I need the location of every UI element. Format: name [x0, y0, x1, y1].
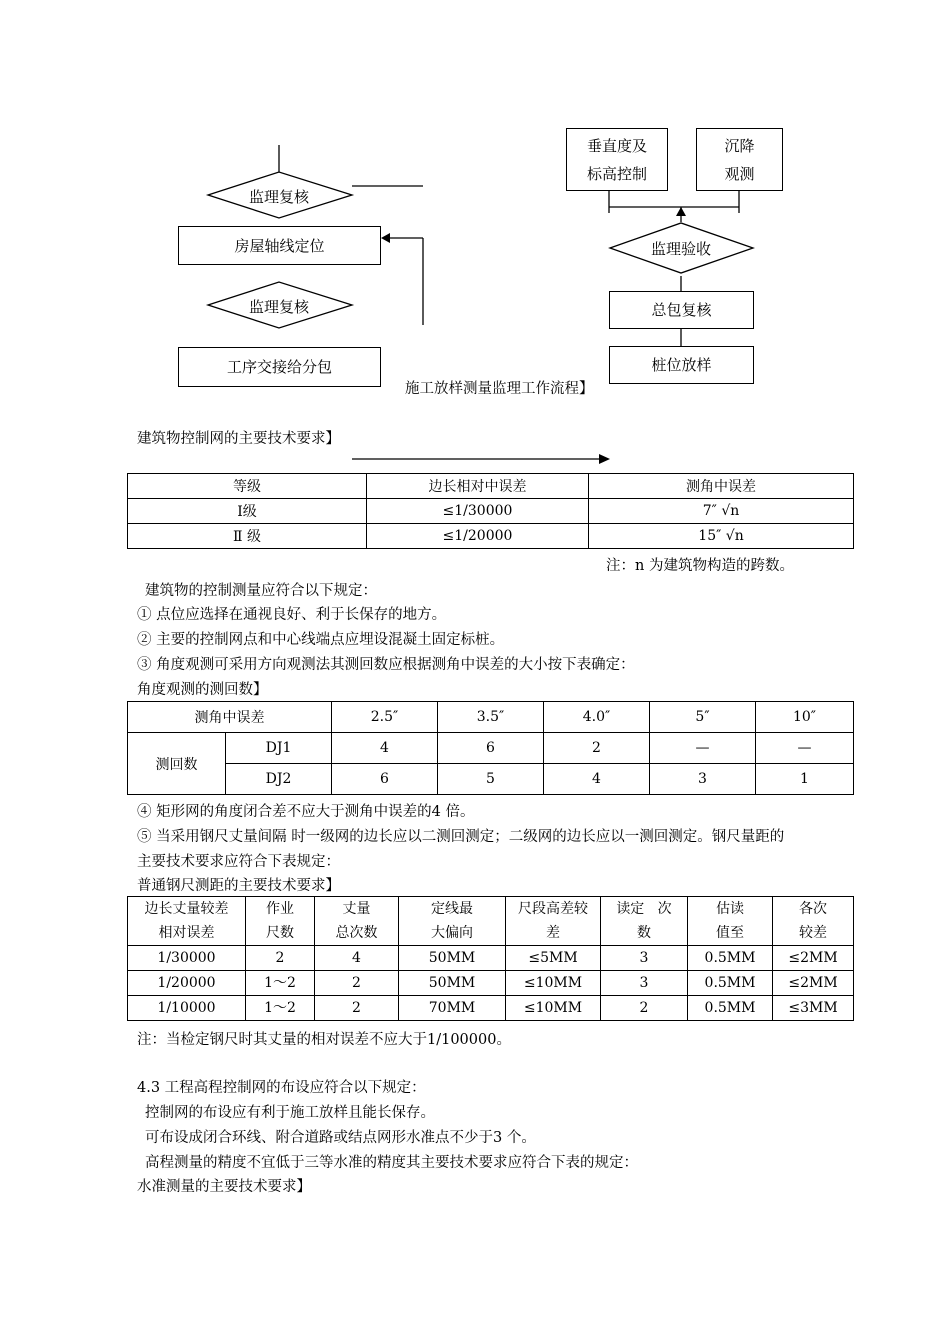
- header-line: 相对误差: [158, 925, 215, 941]
- table-cell: Ⅰ级: [128, 499, 367, 524]
- table-cell: ≤10MM: [506, 971, 601, 996]
- header-line: 估读: [716, 901, 744, 917]
- table-header-row: [128, 897, 854, 946]
- table-cell: 3.5″: [438, 702, 544, 733]
- header-line: 大偏向: [431, 925, 473, 941]
- header-line: 总次数: [335, 925, 378, 941]
- table-cell: 1～2: [246, 996, 315, 1021]
- header-angle-error: 测角中误差: [128, 702, 332, 733]
- table-header-row: [128, 702, 854, 733]
- table-cell: ≤2MM: [773, 946, 854, 971]
- table-cell: 6: [438, 733, 544, 764]
- header-line: 尺数: [266, 925, 294, 941]
- table-cell: —: [756, 733, 854, 764]
- vertical-control-line2: 标高控制: [586, 164, 647, 183]
- contractor-check-label: 总包复核: [651, 301, 712, 319]
- table-row: [128, 733, 854, 764]
- header-line: 尺段高差较: [518, 901, 588, 917]
- elevation-title: 4.3 工程高程控制网的布设应符合以下规定：: [137, 1080, 426, 1096]
- rule-item-5a: ⑤ 当采用钢尺丈量间隔 时一级网的边长应以二测回测定；二级网的边长应以一测回测定。钢尺量距的: [137, 829, 785, 845]
- table-cell: 1/10000: [128, 996, 246, 1021]
- table-cell: 0.5MM: [688, 971, 773, 996]
- settlement-box: [696, 128, 783, 191]
- table-header-row: [128, 474, 854, 499]
- check-top-label: 监理复核: [248, 188, 309, 206]
- header-cell: [128, 897, 246, 946]
- table-cell: ≤3MM: [773, 996, 854, 1021]
- table-cell: 4: [332, 733, 438, 764]
- flowchart-caption: 施工放样测量监理工作流程】: [405, 381, 594, 397]
- acceptance-label: 监理验收: [650, 240, 711, 258]
- header-cell: [246, 897, 315, 946]
- header-line: 定线最: [431, 901, 473, 917]
- header-line: 丈量: [342, 901, 371, 917]
- table-cell: 5″: [650, 702, 756, 733]
- table-cell: 2: [544, 733, 650, 764]
- table-row: [128, 971, 854, 996]
- header-line: 较差: [799, 925, 827, 941]
- table-cell: 2: [246, 946, 315, 971]
- table-cell: 5: [438, 764, 544, 795]
- table-cell: 2: [601, 996, 688, 1021]
- table-cell: 1～2: [246, 971, 315, 996]
- header-line: 读定 次: [616, 901, 672, 917]
- instrument-cell: DJ1: [226, 733, 332, 764]
- table-cell: ≤1/20000: [367, 524, 589, 549]
- angle-table-heading: 角度观测的测回数】: [137, 682, 268, 698]
- handover-label: 工序交接给分包: [226, 358, 332, 376]
- table-row: [128, 524, 854, 549]
- pile-layout-label: 桩位放样: [651, 356, 712, 374]
- header-line: 边长丈量较差: [144, 901, 229, 917]
- table-cell: 50MM: [399, 971, 506, 996]
- rule-item-1: ① 点位应选择在通视良好、利于长保存的地方。: [137, 607, 447, 623]
- steel-table-note: 注：当检定钢尺时其丈量的相对误差不应大于1/100000。: [137, 1032, 511, 1048]
- table-cell: 1/30000: [128, 946, 246, 971]
- control-network-note: 注：n 为建筑物构造的跨数。: [606, 558, 794, 574]
- table-cell: 2: [315, 971, 399, 996]
- elevation-line-1: 控制网的布设应有利于施工放样且能长保存。: [145, 1105, 435, 1121]
- table-cell: 4: [544, 764, 650, 795]
- header-grade: 等级: [128, 474, 367, 499]
- table-cell: Ⅱ 级: [128, 524, 367, 549]
- table-cell: 0.5MM: [688, 996, 773, 1021]
- group-label: 测回数: [128, 733, 226, 795]
- rules-intro: 建筑物的控制测量应符合以下规定：: [145, 583, 377, 599]
- header-angle-error: 测角中误差: [589, 474, 854, 499]
- table-cell: 10″: [756, 702, 854, 733]
- header-cell: [688, 897, 773, 946]
- check-middle-label: 监理复核: [248, 298, 309, 316]
- table-cell: —: [650, 733, 756, 764]
- rule-item-5b: 主要技术要求应符合下表规定：: [137, 854, 340, 870]
- vertical-control-box: [566, 128, 668, 191]
- settlement-line2: 观测: [724, 164, 755, 183]
- table-cell: 2.5″: [332, 702, 438, 733]
- axis-positioning-box: [178, 226, 381, 265]
- settlement-line1: 沉降: [724, 136, 755, 155]
- header-line: 差: [546, 925, 560, 941]
- elevation-line-2: 可布设成闭合环线、附合道路或结点网形水准点不少于3 个。: [145, 1130, 536, 1146]
- handover-box: [178, 347, 381, 387]
- header-cell: [399, 897, 506, 946]
- table-cell: 3: [650, 764, 756, 795]
- table-cell: 1/20000: [128, 971, 246, 996]
- table-cell: 6: [332, 764, 438, 795]
- header-line: 值至: [716, 925, 744, 941]
- pile-layout-box: [609, 346, 754, 384]
- rule-item-3: ③ 角度观测可采用方向观测法其测回数应根据测角中误差的大小按下表确定：: [137, 657, 635, 673]
- table-cell: 1: [756, 764, 854, 795]
- rule-item-4: ④ 矩形网的角度闭合差不应大于测角中误差的4 倍。: [137, 804, 475, 820]
- table-cell: 50MM: [399, 946, 506, 971]
- angle-observation-table: [127, 701, 854, 795]
- table-cell: 0.5MM: [688, 946, 773, 971]
- rule-item-2: ② 主要的控制网点和中心线端点应埋设混凝土固定标桩。: [137, 632, 505, 648]
- contractor-check-box: [609, 291, 754, 329]
- instrument-cell: DJ2: [226, 764, 332, 795]
- header-side-error: 边长相对中误差: [367, 474, 589, 499]
- axis-positioning-label: 房屋轴线定位: [234, 236, 325, 255]
- table-cell: ≤1/30000: [367, 499, 589, 524]
- control-network-heading: 建筑物控制网的主要技术要求】: [137, 431, 340, 447]
- table-cell: 3: [601, 946, 688, 971]
- steel-tape-table: [127, 896, 854, 1021]
- table-cell: ≤10MM: [506, 996, 601, 1021]
- header-line: 作业: [266, 901, 294, 917]
- table-cell: 2: [315, 996, 399, 1021]
- table-row: [128, 499, 854, 524]
- table-row: [128, 764, 854, 795]
- table-cell: 70MM: [399, 996, 506, 1021]
- header-cell: [506, 897, 601, 946]
- header-cell: [601, 897, 688, 946]
- table-cell: 7″ √n: [589, 499, 854, 524]
- header-line: 数: [637, 925, 651, 941]
- table-cell: 4: [315, 946, 399, 971]
- heading-arrow: [590, 449, 620, 469]
- elevation-heading: 水准测量的主要技术要求】: [137, 1179, 311, 1195]
- table-cell: 15″ √n: [589, 524, 854, 549]
- table-row: [128, 946, 854, 971]
- table-cell: ≤2MM: [773, 971, 854, 996]
- header-cell: [773, 897, 854, 946]
- table-cell: 4.0″: [544, 702, 650, 733]
- table-row: [128, 996, 854, 1021]
- vertical-control-line1: 垂直度及: [586, 136, 647, 155]
- steel-table-heading: 普通钢尺测距的主要技术要求】: [137, 878, 340, 894]
- table-cell: 3: [601, 971, 688, 996]
- header-cell: [315, 897, 399, 946]
- elevation-line-3: 高程测量的精度不宜低于三等水准的精度其主要技术要求应符合下表的规定：: [145, 1155, 638, 1171]
- table-cell: ≤5MM: [506, 946, 601, 971]
- header-line: 各次: [799, 901, 827, 917]
- control-network-table: [127, 473, 854, 549]
